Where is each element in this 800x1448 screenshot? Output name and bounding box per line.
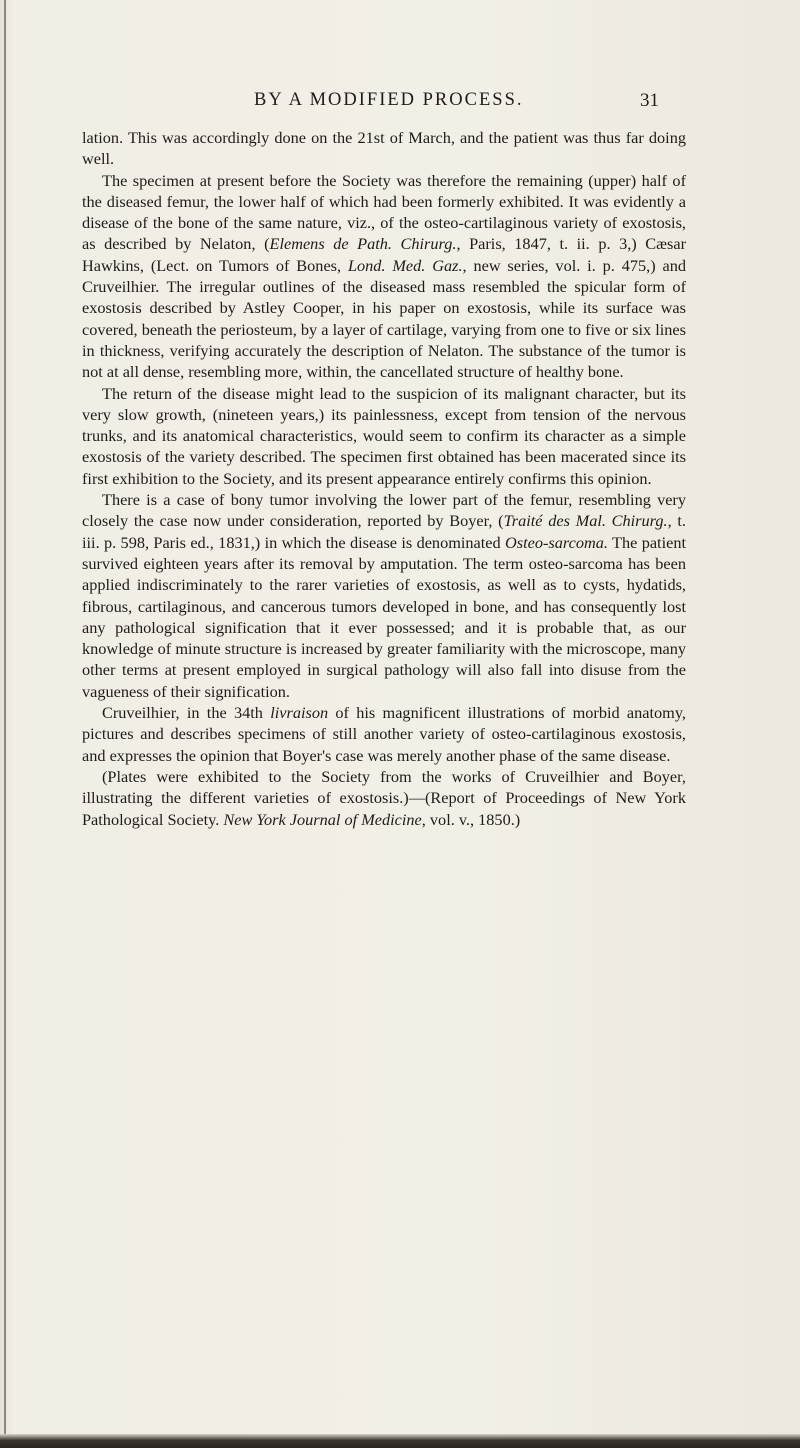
paragraph <box>82 127 686 170</box>
text-segment: , Paris, 1847, t. ii. p. 3,) Cæsar Hawkins, (Lect. on Tumors of Bones, <box>82 234 686 275</box>
text-segment: Cruveilhier, in the 34th <box>102 703 271 723</box>
text-segment: (Plates were exhibited to the Society from the works of Cruveilhier and Boyer, illustrating the different varieties of exostosis.)—(Report of Proceedings of New York Pathological Society. <box>82 766 686 829</box>
running-head <box>0 90 800 120</box>
page-bottom-edge <box>0 1434 800 1448</box>
text-segment: of his magnificent illustrations of morbid anatomy, pictures and describes specimens of still another variety of osteo-cartilaginous exostosis, and expresses the opinion that Boyer's case was merely another phase of the same disease. <box>82 703 686 765</box>
paragraph <box>82 766 686 830</box>
paragraph <box>82 702 686 766</box>
paragraph <box>82 489 686 702</box>
page-number: 31 <box>640 90 659 111</box>
page-gutter-edge <box>4 0 6 1448</box>
citation-title: Lond. Med. Gaz. <box>347 255 463 275</box>
citation-title: Traité des Mal. Chirurg. <box>503 511 668 531</box>
citation-title: New York Journal of Medicine <box>223 809 422 829</box>
term-emphasis: livraison <box>270 703 329 723</box>
text-segment: , vol. v., 1850.) <box>421 809 521 829</box>
text-segment: There is a case of bony tumor involving the lower part of the femur, resembling very closely the case now under consideration, reported by Boyer, ( <box>82 490 686 531</box>
text-segment: The specimen at present before the Society was therefore the remaining (upper) half of the diseased femur, the lower half of which had been formerly exhibited. It was evidently a disease of the bone of the same nature, viz., of the osteo-cartilaginous variety of exostosis, as described by Nelaton, ( <box>82 170 686 254</box>
text-segment: , t. iii. p. 598, Paris ed., 1831,) in which the disease is denominated <box>82 511 686 552</box>
text-segment: The patient survived eighteen years after its removal by amputation. The term osteo-sarcoma has been applied indiscriminately to the rarer varieties of exostosis, as well as to cysts, hydatids, fibrous, cartilaginous, and cancerous tumors developed in bone, and has consequently lost any pathological signification that it ever possessed; and it is probable that, as our knowledge of minute structure is increased by greater familiarity with the microscope, many other terms at present employed in surgical pathology will also fall into disuse from the vagueness of their signification. <box>82 532 686 701</box>
paragraph <box>82 383 686 489</box>
body-text <box>82 127 686 830</box>
term-emphasis: Osteo-sarcoma. <box>505 532 608 552</box>
running-title: BY A MODIFIED PROCESS. <box>254 90 524 110</box>
text-segment: lation. This was accordingly done on the 21st of March, and the patient was thus far doing well. <box>82 128 686 169</box>
paragraph <box>82 170 686 383</box>
text-segment: , new series, vol. i. p. 475,) and Cruveilhier. The irregular outlines of the diseased mass resembled the spicular form of exostosis described by Astley Cooper, in his paper on exostosis, while its surface was covered, beneath the periosteum, by a layer of cartilage, varying from one to five or six lines in thickness, verifying accurately the description of Nelaton. The substance of the tumor is not at all dense, resembling more, within, the cancellated structure of healthy bone. <box>82 255 686 382</box>
text-segment: The return of the disease might lead to the suspicion of its malignant character, but its very slow growth, (nineteen years,) its painlessness, except from tension of the nervous trunks, and its anatomical characteristics, would seem to confirm its character as a simple exostosis of the variety described. The specimen first obtained has been macerated since its first exhibition to the Society, and its present appearance entirely confirms this opinion. <box>82 383 686 488</box>
citation-title: Elemens de Path. Chirurg. <box>269 234 457 254</box>
